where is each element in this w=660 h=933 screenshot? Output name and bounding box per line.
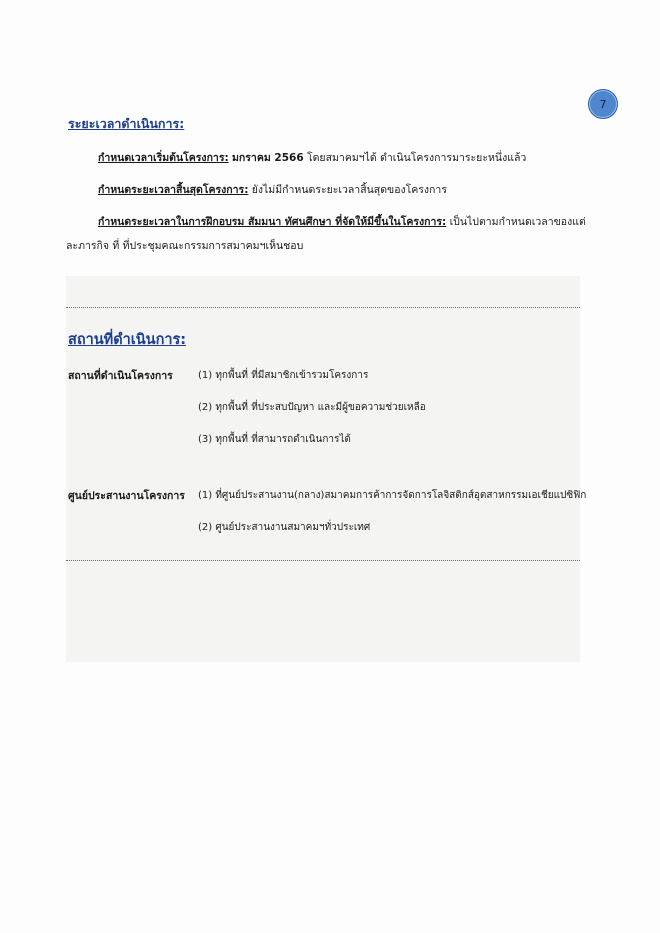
page-number: 7 bbox=[599, 97, 607, 111]
schedule-training-continuation: ละภารกิจ ที่ ที่ประชุมคณะกรรมการสมาคมฯเห็นชอบ bbox=[66, 240, 304, 252]
coordination-center-item: (2) ศูนย์ประสานงานสมาคมฯทั่วประเทศ bbox=[198, 522, 371, 533]
schedule-end-row bbox=[98, 181, 447, 198]
locations-heading: สถานที่ดำเนินการ: bbox=[68, 332, 187, 348]
coordination-center-item: (1) ที่ศูนย์ประสานงาน(กลาง)สมาคมการค้าการจัดการโลจิสติกส์อุตสาหกรรมเอเชียแปซิฟิก bbox=[198, 490, 587, 501]
schedule-training-label: กำหนดระยะเวลาในการฝึกอบรม สัมมนา ทัศนศึกษา ที่จัดให้มีขึ้นในโครงการ: bbox=[98, 216, 447, 228]
schedule-end-value: ยังไม่มีกำหนดระยะเวลาสิ้นสุดของโครงการ bbox=[248, 184, 447, 196]
coordination-centers-label: ศูนย์ประสานงานโครงการ bbox=[68, 490, 185, 502]
schedule-training-row bbox=[98, 213, 586, 230]
dotted-divider-top bbox=[66, 307, 580, 308]
project-sites-label: สถานที่ดำเนินโครงการ bbox=[68, 370, 173, 382]
project-site-item: (1) ทุกพื้นที่ ที่มีสมาชิกเข้ารวมโครงการ bbox=[198, 370, 369, 381]
schedule-training-value: เป็นไปตามกำหนดเวลาของแต่ bbox=[446, 216, 586, 228]
schedule-start-date: มกราคม 2566 bbox=[232, 152, 304, 164]
schedule-end-label: กำหนดระยะเวลาสิ้นสุดโครงการ: bbox=[98, 184, 249, 196]
dotted-divider-bottom bbox=[66, 560, 580, 561]
project-site-item: (2) ทุกพื้นที่ ที่ประสบปัญหา และมีผู้ขอความช่วยเหลือ bbox=[198, 402, 426, 413]
schedule-start-value: โดยสมาคมฯได้ ดำเนินโครงการมาระยะหนึ่งแล้ว bbox=[303, 152, 527, 164]
page-number-badge bbox=[588, 89, 618, 119]
project-site-item: (3) ทุกพื้นที่ ที่สามารถดำเนินการได้ bbox=[198, 434, 351, 445]
schedule-start-label: กำหนดเวลาเริ่มต้นโครงการ: bbox=[98, 152, 229, 164]
schedule-start-row bbox=[98, 149, 526, 166]
schedule-heading: ระยะเวลาดำเนินการ: bbox=[68, 116, 185, 131]
